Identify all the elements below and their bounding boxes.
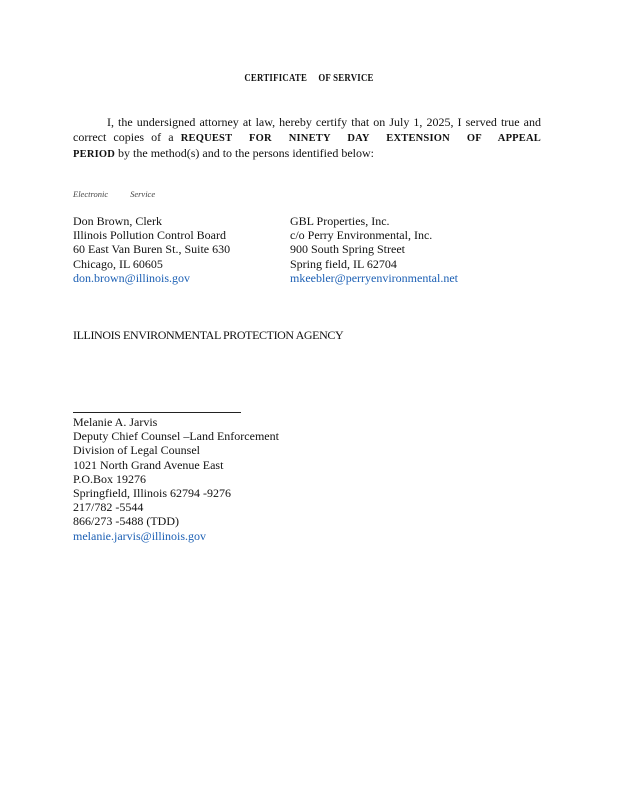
recipient-block-2 [290,214,458,285]
signatory-email-link[interactable]: melanie.jarvis@illinois.gov [73,528,207,543]
signatory-title: Deputy Chief Counsel –Land Enforcement [73,429,279,444]
signatory-name: Melanie A. Jarvis [73,415,158,429]
served-document-name: REQUEST FOR NINETY DAY EXTENSION OF APPEAL PERIOD [73,133,541,160]
recipient-1-line-1: Don Brown, Clerk [73,214,162,228]
recipient-2-line-1: GBL Properties, Inc. [290,214,390,228]
service-method-word-2: Service [130,189,156,199]
recipient-1-email-link[interactable]: don.brown@illinois.gov [73,270,191,285]
recipient-1-line-3: 60 East Van Buren St., Suite 630 [73,242,231,257]
title-part-2: OF SERVICE [318,72,374,84]
signatory-phone: 217/782 -5544 [73,500,144,515]
recipient-1-line-2: Illinois Pollution Control Board [73,228,227,243]
signatory-division: Division of Legal Counsel [73,443,200,458]
signatory-city: Springfield, Illinois 62794 -9276 [73,486,231,501]
document-title [62,72,556,84]
service-method-word-1: Electronic [73,189,109,199]
signatory-tdd: 866/273 -5488 (TDD) [73,514,179,529]
intro-after-date: , I served true and correct copies of a [73,115,541,144]
service-method-heading [73,189,155,199]
intro-before-date: I, the undersigned attorney at law, hereby certify that on [107,115,390,129]
signature-block [73,415,279,543]
intro-end: by the method(s) and to the persons identified below: [115,146,374,160]
recipient-2-line-2: c/o Perry Environmental, Inc. [290,228,433,243]
certification-paragraph [73,115,541,162]
signatory-street: 1021 North Grand Avenue East [73,457,224,472]
recipient-block-1 [73,214,230,285]
agency-name: ILLINOIS ENVIRONMENTAL PROTECTION AGENCY [73,328,344,342]
recipient-2-line-4: Spring field, IL 62704 [290,256,397,271]
recipient-1-line-4: Chicago, IL 60605 [73,256,163,271]
recipient-2-email-link[interactable]: mkeebler@perryenvironmental.net [290,270,458,285]
service-date: July 1, 2025 [389,115,451,129]
recipient-2-line-3: 900 South Spring Street [290,242,406,257]
signature-line [73,412,241,413]
title-part-1: CERTIFICATE [244,72,308,84]
signatory-po-box: P.O.Box 19276 [73,471,147,486]
